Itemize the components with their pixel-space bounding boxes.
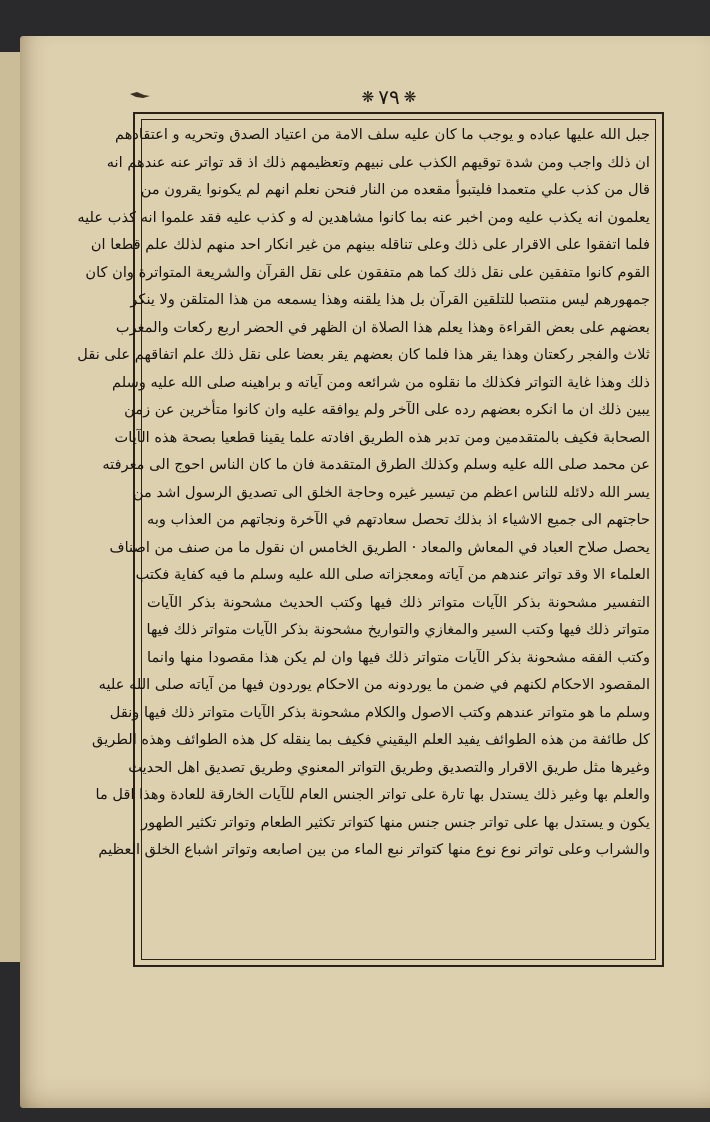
text-line: يبين ذلك ان ما انكره بعضهم رده على الآخر ولم يوافقه عليه وان كانوا متأخرين عن زمن [124,401,650,418]
text-line: بعضهم على بعض القراءة وهذا يعلم هذا الصلاة ان الظهر في الحضر اربع ركعات والمغرب [115,318,650,336]
text-line: قال من كذب علي متعمدا فليتبوأ مقعده من النار فنحن نعلم انهم لم يكونوا يقرون من [140,181,650,198]
text-line: كل طائفة من هذه الطوائف يفيد العلم اليقيني فكيف بما ينقله كل هذه الطوائف وهذه الطريق [92,731,650,748]
right-ornament-icon: ❋ [403,88,417,106]
text-line: يعلمون انه يكذب عليه ومن اخبر عنه بما كانوا مشاهدين له و كذب عليه فقد علموا انه كذب عليه [77,208,650,226]
text-line: ان ذلك واجب ومن شدة توقيهم الكذب على نبيهم وتعظيمهم ذلك اذ قد تواتر عنه عندهم انه [106,153,650,171]
text-line: الصحابة فكيف بالمتقدمين ومن تدبر هذه الطريق افادته علما يقينا قطعيا بصحة هذه الآيات [114,428,650,446]
text-line: عن محمد صلى الله عليه وسلم وكذلك الطرق المتقدمة فان ما كان الناس احوج الى معرفته [102,456,650,473]
text-line: القوم كانوا متفقين على نقل ذلك كما هم متفقون على نقل القرآن والشريعة المتواترة وان كان [85,263,650,281]
text-line: والشراب وعلى تواتر نوع نوع منها كتواتر نبع الماء من بين اصابعه وتواتر اشباع الخلق العظيم [98,841,650,858]
page-number [356,84,422,110]
text-line: العلماء الا وقد تواتر عندهم من آياته ومعجزاته صلى الله عليه وسلم ما فيه كفاية فكتب [135,566,650,583]
text-line: يسر الله دلائله للناس اعظم من تيسير غيره وحاجة الخلق الى تصديق الرسول اشد من [132,483,650,501]
body-text [77,121,650,956]
text-line: التفسير مشحونة بذكر الآيات متواتر ذلك فيها وكتب الحديث مشحونة بذكر الآيات [147,593,650,611]
ink-mark-icon [128,90,152,100]
text-line: وغيرها مثل طريق الاقرار والتصديق وطريق التواتر المعنوي وطريق تصديق اهل الحديث [128,758,650,776]
text-line: جبل الله عليها عباده و يوجب ما كان عليه سلف الامة من اعتياد الصدق وتحريه و اعتقادهم [114,126,650,143]
text-line: متواتر ذلك فيها وكتب السير والمغازي والتواريخ مشحونة بذكر الآيات متواتر ذلك فيها [146,621,650,638]
page-header [0,84,700,114]
text-line: المقصود الاحكام لكنهم في ضمن ما يوردونه من الاحكام يوردون فيها من آياته صلى الله عليه [98,676,650,693]
text-line: والعلم بها وغير ذلك يستدل بها تارة على تواتر الجنس العام للآيات الخارقة للعادة وهذا اقل ما [95,786,650,803]
text-line: فلما اتفقوا على الاقرار على ذلك وعلى تناقله بينهم من غير انكار احد منهم لذلك علم قطعا ان [90,236,650,253]
page-number-text: ٧٩ [378,85,400,109]
text-line: وكتب الفقه مشحونة بذكر الآيات متواتر ذلك فيها وان لم يكن هذا مقصودا منها وانما [147,648,650,666]
text-line: يحصل صلاح العباد في المعاش والمعاد · الطريق الخامس ان نقول ما من صنف من اصناف [109,538,650,556]
left-ornament-icon: ❋ [361,88,375,106]
text-line: يكون و يستدل بها على تواتر جنس جنس منها كتواتر تكثير الطعام وتواتر تكثير الطهور [141,813,650,831]
text-line: ذلك وهذا غاية التواتر فكذلك ما نقلوه من شرائعه ومن آياته و براهينه صلى الله عليه وسلم [112,373,650,391]
text-line: ثلاث والفجر ركعتان وهذا يقر هذا فلما كان بعضهم يقر بعضا على نقل ذلك علم اتفاقهم على نقل [77,346,650,363]
text-line: حاجتهم الى جميع الاشياء اذ بذلك تحصل سعادتهم في الآخرة ونجاتهم من العذاب وبه [147,511,650,528]
text-line: وسلم ما هو متواتر عندهم وكتب الاصول والكلام مشحونة بذكر الآيات متواتر ذلك فيها ونقل [109,703,650,721]
text-line: جمهورهم ليس منتصبا للتلقين القرآن بل هذا يلقنه وهذا يسمعه من هذا المتلقن ولا ينكر [130,291,650,308]
